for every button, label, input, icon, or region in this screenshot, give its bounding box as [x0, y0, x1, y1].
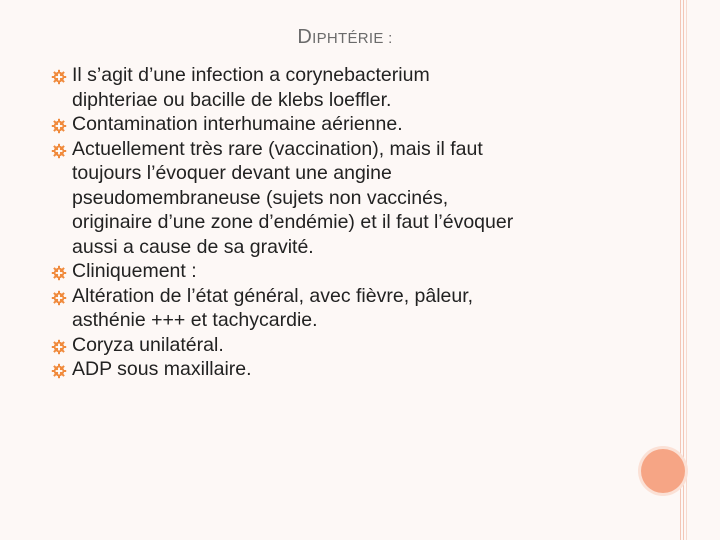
list-item: [54, 63, 654, 112]
list-item-text: Contamination interhumaine aérienne.: [72, 113, 403, 135]
decorative-line: [683, 0, 684, 540]
list-item: [54, 357, 654, 382]
list-item: [54, 112, 654, 137]
gear-icon: [51, 141, 67, 157]
list-item-text: ADP sous maxillaire.: [72, 358, 252, 380]
gear-icon: [51, 288, 67, 304]
bullet-list: [54, 63, 654, 382]
list-item: [54, 259, 654, 284]
gear-icon: [51, 337, 67, 353]
list-item-text: Coryza unilatéral.: [72, 333, 224, 356]
list-item: [54, 333, 654, 358]
list-item: [54, 284, 654, 333]
list-item-text: Actuellement très rare (vaccination), mais il faut toujours l’évoquer devant une angine pseudomembraneuse (sujets non vaccinés, originaire d’une zone d’endémie) et il faut l’évoquer aussi a cause de sa gravité.: [72, 137, 514, 258]
decorative-line: [686, 0, 687, 540]
gear-icon: [51, 263, 67, 279]
list-item-text: Il s’agit d’une infection a corynebacterium diphteriae ou bacille de klebs loeffler.: [72, 64, 430, 111]
gear-icon: [51, 67, 67, 83]
list-item: [54, 137, 654, 260]
gear-icon: [51, 116, 67, 132]
title-initial: D: [297, 26, 313, 48]
title-rest: IPHTÉRIE :: [312, 30, 393, 47]
list-item-text: Altération de l’état général, avec fièvre, pâleur, asthénie +++ et tachycardie.: [72, 284, 474, 331]
list-item-text: Cliniquement :: [72, 260, 197, 282]
slide-title: [250, 26, 440, 49]
decorative-circle: [641, 449, 685, 493]
gear-icon: [51, 361, 67, 377]
